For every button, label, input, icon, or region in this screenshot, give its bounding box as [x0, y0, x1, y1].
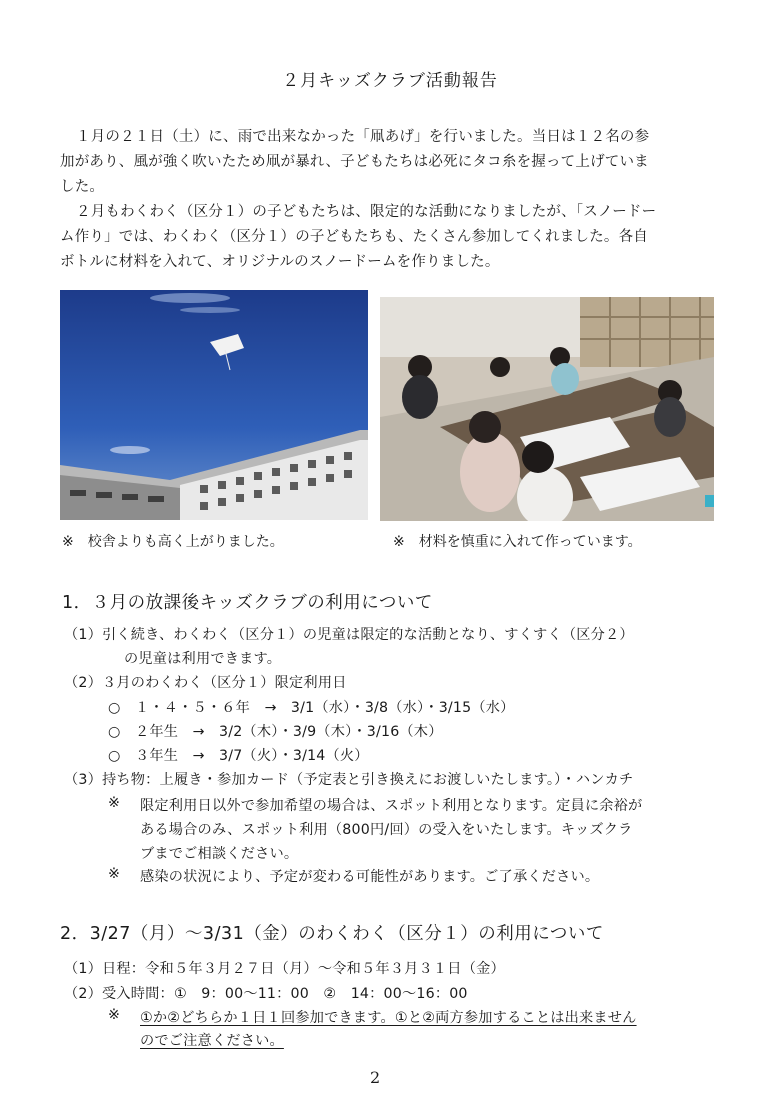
section1-line: ○ １・４・５・６年 → 3/1（水）・3/8（水）・3/15（水） — [108, 700, 515, 716]
section2-heading: 2．3/27（月）～3/31（金）のわくわく（区分１）の利用について — [60, 924, 604, 944]
section1-heading: 1．３月の放課後キッズクラブの利用について — [62, 593, 433, 613]
section2-line: のでご注意ください。 — [140, 1033, 284, 1049]
section1-line: ある場合のみ、スポット利用（800円/回）の受入をいたします。キッズクラ — [140, 822, 633, 838]
note-mark: ※ — [108, 866, 121, 882]
section1-line: 限定利用日以外で参加希望の場合は、スポット利用となります。定員に余裕が — [140, 798, 643, 814]
section2-line: ①か②どちらか１日１回参加できます。①と②両方参加することは出来ません — [140, 1010, 637, 1026]
section2-line: （1）日程：令和５年３月２７日（月）～令和５年３月３１日（金） — [64, 961, 505, 977]
section2-line: （2）受入時間：① 9：00～11：00 ② 14：00～16：00 — [64, 986, 468, 1002]
photo-caption-left: ※ 校舎よりも高く上がりました。 — [62, 534, 284, 550]
page-title: ２月キッズクラブ活動報告 — [282, 71, 498, 91]
intro-line: １月の２１日（土）に、雨で出来なかった「凧あげ」を行いました。当日は１２名の参 — [76, 129, 650, 145]
note-mark: ※ — [108, 795, 121, 811]
intro-line: ２月もわくわく（区分１）の子どもたちは、限定的な活動になりましたが、「スノードー — [76, 204, 657, 220]
intro-line: した。 — [60, 179, 105, 195]
photo-caption-right: ※ 材料を慎重に入れて作っています。 — [393, 534, 642, 550]
intro-line: 加があり、風が強く吹いたため凧が暴れ、子どもたちは必死にタコ糸を握って上げていま — [60, 154, 649, 170]
section1-line: （2）３月のわくわく（区分１）限定利用日 — [64, 675, 347, 691]
section1-line: （1）引く続き、わくわく（区分１）の児童は限定的な活動となり、すくすく（区分２） — [64, 627, 634, 643]
intro-line: ム作り」では、わくわく（区分１）の子どもたちも、たくさん参加してくれました。各自 — [60, 229, 648, 245]
classroom-photo — [380, 297, 714, 521]
note-mark: ※ — [108, 1007, 121, 1023]
section1-line: ブまでご相談ください。 — [140, 846, 299, 862]
section1-line: 感染の状況により、予定が変わる可能性があります。ご了承ください。 — [140, 869, 600, 885]
page-number: 2 — [370, 1068, 381, 1087]
kite-photo — [60, 290, 368, 520]
section1-line: の児童は利用できます。 — [124, 651, 282, 667]
section1-line: （3）持ち物：上履き・参加カード（予定表と引き換えにお渡しいたします。）・ハンカチ — [64, 772, 634, 788]
section1-line: ○ ３年生 → 3/7（火）・3/14（火） — [108, 748, 369, 764]
section1-line: ○ ２年生 → 3/2（木）・3/9（木）・3/16（木） — [108, 724, 443, 740]
intro-line: ボトルに材料を入れて、オリジナルのスノードームを作りました。 — [60, 254, 500, 270]
